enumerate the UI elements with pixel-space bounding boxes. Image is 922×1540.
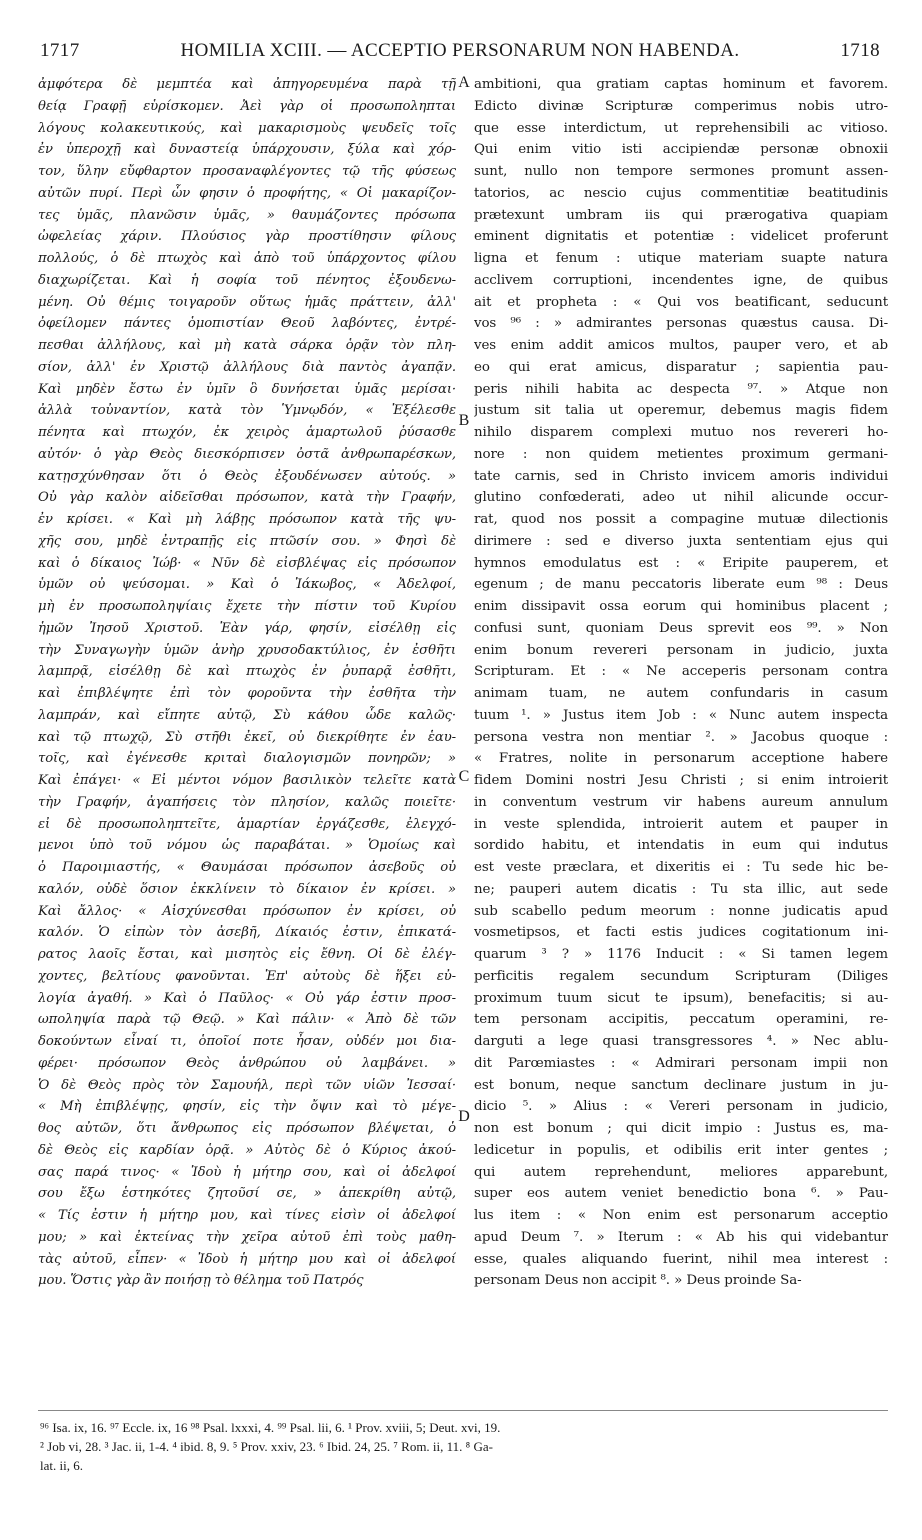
greek-text-line: ωποληψία παρὰ τῷ Θεῷ. » Καὶ πάλιν· « Ἀπὸ δὲ τῶν — [38, 1012, 456, 1028]
greek-text-line: μου. Ὅστις γὰρ ἂν ποιήσῃ τὸ θέλημα τοῦ Πατρός — [38, 1273, 364, 1289]
section-marker-c: C — [458, 768, 470, 785]
greek-text-line: ἀμφότερα δὲ μεμπτέα καὶ ἀπηγορευμένα παρὰ τῇ — [38, 77, 456, 92]
latin-text-line: non est bonum ; qui dicit impio : Justus es, ma- — [474, 1121, 888, 1136]
greek-text-line: « Τίς ἐστιν ἡ μήτηρ μου, καὶ τίνες εἰσὶν οἱ ἀδελφοί — [38, 1208, 456, 1223]
latin-text-line: ambitioni, qua gratiam captas hominum et favorem. — [474, 77, 888, 92]
footnotes — [40, 1418, 888, 1475]
latin-text-line: qui autem reprehendunt, meliores apparebunt, — [474, 1164, 888, 1180]
greek-text-line: ρατος λαοῖς ἔσται, καὶ μισητὸς εἰς ἔθνη. Οἱ δὲ ἐλέγ- — [38, 947, 456, 962]
greek-text-line: λογία ἀγαθή. » Καὶ ὁ Παῦλος· « Οὐ γάρ ἐστιν προσ- — [38, 990, 456, 1006]
greek-text-line: δοκούντων εἶναί τι, ὁποῖοί ποτε ἦσαν, οὐδέν μοι δια- — [38, 1034, 456, 1049]
latin-text-line: eo qui erat amicus, disparatur ; sapientia pau- — [474, 359, 888, 375]
latin-text-line: vos ⁹⁶ : » admirantes personas quæstus causa. Di- — [474, 316, 888, 332]
greek-text-line: εἰ δὲ προσωποληπτεῖτε, ἁμαρτίαν ἐργάζεσθε, ἐλεγχό- — [38, 816, 456, 832]
greek-text-line: μου; » καὶ ἐκτείνας τὴν χεῖρα αὐτοῦ ἐπὶ τοὺς μαθη- — [38, 1229, 456, 1245]
running-header — [40, 40, 880, 68]
latin-text-column — [474, 74, 888, 1292]
greek-text-line: μένη. Οὐ θέμις τοιγαροῦν οὕτως ἡμᾶς πράττειν, ἀλλ' — [38, 294, 456, 310]
greek-text-line: Καὶ ἄλλος· « Αἰσχύνεσθαι πρόσωπον ἐν κρίσει, οὐ — [38, 903, 456, 919]
latin-text-line: fidem Domini nostri Jesu Christi ; si enim introierit — [474, 773, 888, 788]
latin-text-line: ledicetur in populis, et odibilis erit inter gentes ; — [474, 1142, 888, 1158]
greek-text-line: Καὶ ἐπάγει· « Εἰ μέντοι νόμον βασιλικὸν τελεῖτε κατὰ — [38, 773, 456, 788]
latin-text-line: vosmetipsos, et facti estis judices cogitationum ini- — [474, 925, 888, 941]
latin-text-line: glutino confœderati, adeo ut nihil alicunde occur- — [474, 490, 888, 506]
greek-text-line: « Μὴ ἐπιβλέψῃς, φησίν, εἰς τὴν ὄψιν καὶ τὸ μέγε- — [38, 1099, 456, 1115]
footnote-rule — [38, 1410, 888, 1411]
greek-text-line: Οὐ γὰρ καλὸν αἰδεῖσθαι πρόσωπον, κατὰ τὴν Γραφήν, — [38, 490, 456, 506]
page-number-left: 1717 — [40, 40, 80, 61]
greek-text-line: πένητα καὶ πτωχόν, ἐκ χειρὸς ἁμαρτωλοῦ ῥύσασθε — [38, 425, 456, 440]
greek-text-line: σου ἔξω ἑστηκότες ζητοῦσί σε, » ἀπεκρίθη αὐτῷ, — [38, 1186, 456, 1202]
greek-text-line: καλόν, οὐδὲ ὅσιον ἐκκλίνειν τὸ δίκαιον ἐν κρίσει. » — [38, 881, 456, 897]
footnote-line: lat. ii, 6. — [40, 1458, 83, 1473]
latin-text-line: egenum ; de manu peccatoris liberate eum ⁹⁸ : Deus — [474, 577, 888, 593]
greek-text-line: πολλούς, ὁ δὲ πτωχὸς καὶ ἀπὸ τοῦ ὑπάρχοντος φίλου — [38, 251, 456, 266]
greek-text-line: μενοι ὑπὸ τοῦ νόμου ὡς παραβάται. » Ὁμοίως καὶ — [38, 838, 456, 854]
latin-text-line: eminent dignitatis et potentiæ : videlicet proferunt — [474, 229, 888, 245]
greek-text-line: τες ὑμᾶς, πλανῶσιν ὑμᾶς, » θαυμάζοντες πρόσωπα — [38, 207, 456, 223]
greek-text-line: καὶ τῷ πτωχῷ, Σὺ στῆθι ἐκεῖ, οὐ διεκρίθητε ἐν ἑαυ- — [38, 729, 456, 745]
greek-text-line: λαμπράν, καὶ εἴπητε αὐτῷ, Σὺ κάθου ὧδε καλῶς· — [38, 707, 456, 723]
latin-text-line: enim dissipavit ossa eorum qui hominibus placent ; — [474, 599, 888, 614]
latin-text-line: super eos autem veniet benedictio bona ⁶. » Pau- — [474, 1186, 888, 1202]
page-number-right: 1718 — [840, 40, 880, 61]
latin-text-line: nihilo disparem complexi mutuo nos revereri ho- — [474, 425, 888, 440]
greek-text-line: τὰς αὐτοῦ, εἶπεν· « Ἰδοὺ ἡ μήτηρ μου καὶ οἱ ἀδελφοί — [38, 1251, 456, 1267]
greek-text-line: μὴ ἐν προσωποληψίαις ἔχετε τὴν πίστιν τοῦ Κυρίου — [38, 599, 456, 614]
latin-text-line: esse, quales aliquando fuerint, nihil mea interest : — [474, 1251, 888, 1267]
latin-text-line: ait et propheta : « Qui vos beatificant, seducunt — [474, 294, 888, 310]
footnote-line: ⁹⁶ Isa. ix, 16. ⁹⁷ Eccle. ix, 16 ⁹⁸ Psal. lxxxi, 4. ⁹⁹ Psal. lii, 6. ¹ Prov. xviii, 5; Deut. xvi, 19. — [40, 1420, 501, 1435]
greek-text-line: διαχωρίζεται. Καὶ ἡ σοφία τοῦ πένητος ἐξουδενω- — [38, 272, 456, 288]
greek-text-line: Ὁ δὲ Θεὸς πρὸς τὸν Σαμουήλ, περὶ τῶν υἱῶν Ἰεσσαί· — [38, 1077, 456, 1093]
greek-text-line: ἀλλὰ τοὐναντίον, κατὰ τὸν Ὑμνῳδόν, « Ἐξέλεσθε — [38, 403, 456, 419]
latin-text-line: Scripturam. Et : « Ne acceperis personam contra — [474, 664, 888, 680]
latin-text-line: quarum ³ ? » 1176 Inducit : « Si tamen legem — [474, 947, 888, 962]
greek-text-line: ἐν ὑπεροχῇ καὶ δυναστείᾳ ὑπάρχουσιν, ξύλα καὶ χόρ- — [38, 142, 456, 158]
greek-text-line: πεσθαι ἀλλήλους, καὶ μὴ κατὰ σάρκα ὁρᾷν τὸν πλη- — [38, 338, 456, 353]
latin-text-line: justum sit talia ut operemur, debemus magis fidem — [474, 403, 888, 419]
greek-text-line: αὐτῶν πυρί. Περὶ ὧν φησιν ὁ προφήτης, « Οἱ μακαρίζον- — [38, 185, 456, 201]
latin-text-line: Edicto divinæ Scripturæ comperimus nobis utro- — [474, 98, 888, 114]
latin-text-line: ves enim addit amicos multos, pauper vero, et ab — [474, 338, 888, 353]
latin-text-line: tatorios, ac nescio cujus commentitiæ beatitudinis — [474, 185, 888, 201]
latin-text-line: nore : non quidem metientes proximum germani- — [474, 446, 888, 462]
latin-text-line: sordido habitu, et intendatis in eum qui indutus — [474, 838, 888, 854]
greek-text-column — [38, 74, 456, 1292]
latin-text-line: ligna et fenum : utique materiam suapte natura — [474, 251, 888, 266]
greek-text-line: ὑμῶν οὐ ψεύσομαι. » Καὶ ὁ Ἰάκωβος, « Ἀδελφοί, — [38, 577, 456, 593]
latin-text-line: apud Deum ⁷. » Iterum : « Ab his qui videbantur — [474, 1229, 888, 1245]
latin-text-line: Qui enim vitio isti accipiendæ personæ obnoxii — [474, 142, 888, 158]
latin-text-line: tuum ¹. » Justus item Job : « Nunc autem inspecta — [474, 707, 888, 723]
latin-text-line: rat, quod nos possit a compagine mutuæ dilectionis — [474, 512, 888, 527]
latin-text-line: tate carnis, sed in Christo invicem amoris individui — [474, 468, 888, 484]
latin-text-line: dit Parœmiastes : « Admirari personam impii non — [474, 1055, 888, 1071]
greek-text-line: θείᾳ Γραφῇ εὑρίσκομεν. Ἀεὶ γὰρ οἱ προσωποληπται — [38, 98, 456, 114]
latin-text-line: est bonum, neque sanctum declinare justum in ju- — [474, 1077, 888, 1093]
latin-text-line: persona vestra non mentiar ². » Jacobus quoque : — [474, 729, 888, 745]
latin-text-line: dicio ⁵. » Alius : « Vereri personam in judicio, — [474, 1099, 888, 1115]
greek-text-line: τὴν Συναγωγὴν ὑμῶν ἀνὴρ χρυσοδακτύλιος, ἐν ἐσθῆτι — [38, 642, 456, 658]
greek-text-line: καλόν. Ὁ εἰπὼν τὸν ἀσεβῆ, Δίκαιός ἐστιν, ἐπικατά- — [38, 925, 456, 941]
latin-text-line: peris nihili habita ac despecta ⁹⁷. » Atque non — [474, 381, 888, 397]
greek-text-line: σίον, ἀλλ' ἐν Χριστῷ ἀλλήλους διὰ παντὸς ἀγαπᾷν. — [38, 359, 456, 375]
greek-text-line: χῆς σου, μηδὲ ἐντραπῇς εἰς πτῶσίν σου. » Φησὶ δὲ — [38, 533, 456, 549]
greek-text-line: τοῖς, καὶ ἐγένεσθε κριταὶ διαλογισμῶν πονηρῶν; » — [38, 751, 456, 767]
latin-text-line: dirimere : sed e diverso juxta sententiam ejus qui — [474, 533, 888, 549]
greek-text-line: δὲ Θεὸς εἰς καρδίαν ὁρᾷ. » Αὐτὸς δὲ ὁ Κύριος ἀκού- — [38, 1142, 456, 1158]
footnote-line: ² Job vi, 28. ³ Jac. ii, 1-4. ⁴ ibid. 8, 9. ⁵ Prov. xxiv, 23. ⁶ Ibid. 24, 25. ⁷ Rom. ii, 11. ⁸ Ga- — [40, 1439, 493, 1454]
latin-text-line: confusi sunt, quoniam Deus sprevit eos ⁹⁹. » Non — [474, 620, 888, 636]
greek-text-line: λόγους κολακευτικούς, καὶ μακαρισμοὺς ψευδεῖς τοῖς — [38, 120, 456, 136]
latin-text-line: « Fratres, nolite in personarum acceptione habere — [474, 751, 888, 767]
latin-text-line: hymnos emodulatus est : « Eripite pauperem, et — [474, 555, 888, 571]
latin-text-line: acclivem corruptioni, incendentes igne, de quibus — [474, 272, 888, 288]
section-marker-d: D — [458, 1108, 470, 1125]
greek-text-line: χοντες, βελτίους φανοῦνται. Ἐπ' αὐτοὺς δὲ ἥξει εὐ- — [38, 968, 456, 984]
section-marker-b: B — [458, 412, 470, 429]
latin-text-line: animam tuam, ne autem confundaris in casum — [474, 686, 888, 701]
latin-text-line: prætexunt umbram iis qui prærogativa quapiam — [474, 207, 888, 223]
greek-text-line: σας παρά τινος· « Ἰδοὺ ἡ μήτηρ σου, καὶ οἱ ἀδελφοί — [38, 1164, 456, 1180]
page-title: HOMILIA XCIII. — ACCEPTIO PERSONARUM NON HABENDA. — [180, 40, 740, 61]
latin-text-line: lus item : « Non enim est personarum acceptio — [474, 1208, 888, 1223]
latin-text-line: perficitis regalem secundum Scripturam (Diliges — [474, 968, 888, 984]
latin-text-line: que esse interdictum, ut reprehensibili ac vitioso. — [474, 120, 888, 136]
latin-text-line: ne; pauperi autem dicatis : Tu sta illic, aut sede — [474, 881, 888, 897]
greek-text-line: καὶ ὁ δίκαιος Ἰώβ· « Νῦν δὲ εἰσβλέψας εἰς πρόσωπον — [38, 555, 456, 571]
latin-text-line: darguti a lege quasi transgressores ⁴. » Nec ablu- — [474, 1034, 888, 1049]
latin-text-line: tem personam accipitis, peccatum operamini, re- — [474, 1012, 888, 1028]
latin-text-line: est veste præclara, et dixeritis ei : Tu sede hic be- — [474, 860, 888, 875]
greek-text-line: λαμπρᾷ, εἰσέλθῃ δὲ καὶ πτωχὸς ἐν ῥυπαρᾷ ἐσθῆτι, — [38, 664, 456, 680]
latin-text-line: personam Deus non accipit ⁸. » Deus proinde Sa- — [474, 1273, 802, 1289]
latin-text-line: in conventum vestrum vir habens aureum annulum — [474, 794, 888, 810]
latin-text-line: sub scabello pedum meorum : nonne judicatis apud — [474, 903, 888, 919]
greek-text-line: ἡμῶν Ἰησοῦ Χριστοῦ. Ἐὰν γάρ, φησίν, εἰσέλθῃ εἰς — [38, 620, 456, 636]
section-marker-a: A — [458, 74, 470, 91]
greek-text-line: καὶ ἐπιβλέψητε ἐπὶ τὸν φοροῦντα τὴν ἐσθῆτα τὴν — [38, 686, 456, 701]
greek-text-line: ὁ Παροιμιαστής, « Θαυμάσαι πρόσωπον ἀσεβοῦς οὐ — [38, 860, 456, 875]
latin-text-line: sunt, nullo non tempore sermones promunt assen- — [474, 164, 888, 179]
greek-text-line: αὐτόν· ὁ γὰρ Θεὸς διεσκόρπισεν ὀστᾶ ἀνθρωπαρέσκων, — [38, 446, 456, 462]
greek-text-line: τον, ὕλην εὔφθαρτον προσαναφλέγοντες τῷ τῆς φύσεως — [38, 164, 456, 179]
latin-text-line: in veste splendida, introierit autem et pauper in — [474, 816, 888, 832]
greek-text-line: ὀφείλομεν πάντες ὁμοπιστίαν Θεοῦ λαβόντες, ἐντρέ- — [38, 316, 456, 332]
greek-text-line: ὠφελείας χάριν. Πλούσιος γὰρ προστίθησιν φίλους — [38, 229, 456, 245]
latin-text-line: enim bonum revereri personam in judicio, juxta — [474, 642, 888, 658]
greek-text-line: Καὶ μηδὲν ἔστω ἐν ὑμῖν ὃ δυνήσεται ὑμᾶς μερίσαι· — [38, 381, 456, 397]
latin-text-line: proximum tuum sicut te ipsum), benefacitis; si au- — [474, 990, 888, 1006]
greek-text-line: φέρει· πρόσωπον Θεὸς ἀνθρώπου οὐ λαμβάνει. » — [38, 1055, 456, 1071]
greek-text-line: θος αὐτῶν, ὅτι ἄνθρωπος εἰς πρόσωπον βλέψεται, ὁ — [38, 1121, 456, 1136]
greek-text-line: τὴν Γραφήν, ἀγαπήσεις τὸν πλησίον, καλῶς ποιεῖτε· — [38, 794, 456, 810]
greek-text-line: κατῃσχύνθησαν ὅτι ὁ Θεὸς ἐξουδένωσεν αὐτούς. » — [38, 468, 456, 484]
greek-text-line: ἐν κρίσει. « Καὶ μὴ λάβῃς πρόσωπον κατὰ τῆς ψυ- — [38, 512, 456, 527]
